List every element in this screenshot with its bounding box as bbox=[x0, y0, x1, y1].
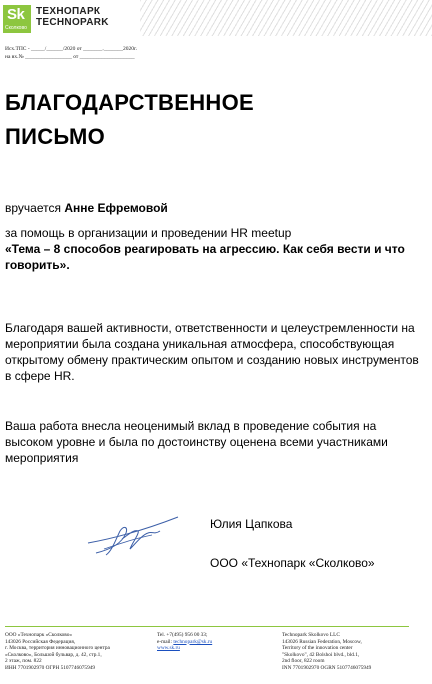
event-topic: «Тема – 8 способов реагировать на агрессию. Как себя вести и что говорить». bbox=[5, 242, 405, 272]
title-line-1: БЛАГОДАРСТВЕННОЕ bbox=[5, 90, 254, 115]
footer-en-line: 2nd floor, 822 room bbox=[282, 658, 325, 665]
signer-name: Юлия Цапкова bbox=[210, 517, 293, 531]
recipient-line bbox=[5, 200, 425, 216]
footer-address-en bbox=[282, 632, 371, 672]
header-stripes-decoration bbox=[140, 0, 432, 36]
handwritten-signature bbox=[82, 509, 182, 559]
footer-website-link[interactable]: www.sk.ru bbox=[157, 645, 180, 652]
letterhead bbox=[0, 0, 432, 34]
footer-en-line: 143026 Russian Federation, Moscow, bbox=[282, 638, 362, 645]
footer-email-label: e-mail: bbox=[157, 638, 174, 645]
footer-address-ru bbox=[5, 632, 110, 672]
footer-ru-line: г. Москва, территория инновационного центра bbox=[5, 645, 110, 652]
footer-ru-line: 143026 Российская Федерация, bbox=[5, 638, 76, 645]
footer-contacts bbox=[157, 632, 212, 652]
footer-ru-line: ИНН 7701902970 ОГРН 5107746075949 bbox=[5, 664, 96, 671]
body-paragraph-2: Ваша работа внесла неоценимый вклад в проведение события на высоком уровне и была по достоинству оценена всеми участниками мероприятия bbox=[5, 419, 388, 465]
title-line-2: ПИСЬМО bbox=[5, 124, 106, 149]
logo-sk-text: Sk bbox=[7, 6, 25, 23]
recipient-name: Анне Ефремовой bbox=[64, 201, 168, 215]
footer-ru-line: ООО «Технопарк «Сколково» bbox=[5, 632, 73, 638]
footer-en-line: Territory of the innovation center bbox=[282, 645, 353, 652]
footer-divider bbox=[5, 626, 409, 627]
logo-sub-text: Сколково bbox=[5, 25, 27, 31]
body-paragraph-1: Благодаря вашей активности, ответственности и целеустремленности на мероприятии была создана уникальная атмосфера, способствующая открытому обмену практическим опытом и созданию новых инструментов в сфере HR. bbox=[5, 321, 419, 383]
footer-ru-line: «Сколково», Большой бульвар, д. 42, стр.1, bbox=[5, 651, 102, 658]
brand-name bbox=[36, 6, 109, 28]
outgoing-line-2: на вх.№ _________________ от ____________________ bbox=[5, 54, 135, 60]
footer-en-line: INN 7701902970 OGRN 5107746075949 bbox=[282, 664, 372, 671]
occasion-line: за помощь в организации и проведении HR meetup bbox=[5, 226, 292, 240]
footer-email-line bbox=[157, 639, 212, 646]
skolkovo-logo bbox=[3, 5, 31, 33]
recipient-prefix: вручается bbox=[5, 201, 65, 215]
footer-ru-line: 2 этаж, пом. 822 bbox=[5, 658, 42, 665]
brand-name-ru: ТЕХНОПАРК bbox=[36, 6, 101, 17]
brand-name-en: TECHNOPARK bbox=[36, 17, 109, 28]
outgoing-line-1: Исх.ТПС - _____/______/2020 от _______._______2020г. bbox=[5, 46, 138, 52]
footer-en-line: "Skolkovo", 42 Bolshoi blvd., bld.1, bbox=[282, 651, 360, 658]
footer-email-link[interactable]: technopark@sk.ru bbox=[173, 638, 213, 645]
signer-company: ООО «Технопарк «Сколково» bbox=[210, 556, 375, 570]
footer-en-line: Technopark Skolkovo LLC bbox=[282, 632, 340, 638]
outgoing-number-block bbox=[5, 45, 137, 61]
letter-title bbox=[5, 86, 425, 154]
footer-phone: Tel. +7(495) 956 00 33; bbox=[157, 632, 208, 638]
occasion-block bbox=[5, 225, 425, 273]
